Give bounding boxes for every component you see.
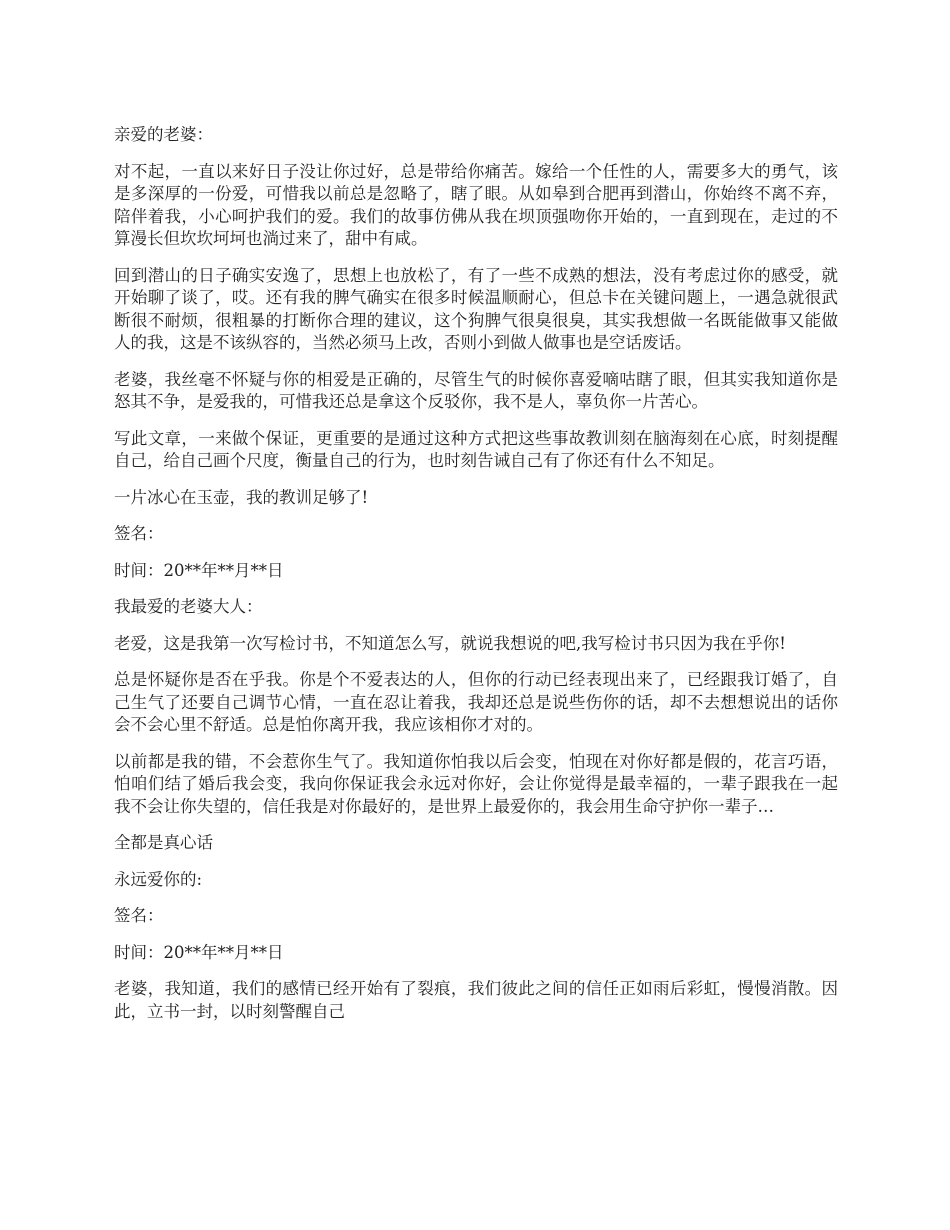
paragraph: 老婆，我知道，我们的感情已经开始有了裂痕，我们彼此之间的信任正如雨后彩虹，慢慢消散。因此，立书一封，以时刻警醒自己: [114, 979, 838, 1021]
salutation: 亲爱的老婆：: [114, 125, 213, 144]
paragraph: 回到潜山的日子确实安逸了，思想上也放松了，有了一些不成熟的想法，没有考虑过你的感受，就开始聊了谈了，哎。还有我的脾气确实在很多时候温顺耐心，但总卡在关键问题上，一遇急就很武断很不耐烦，很粗暴的打断你合理的建议，这个狗脾气很臭很臭，其实我想做一名既能做事又能做人的我，这是不该纵容的，当然必须马上改，否则小到做人做事也是空话废话。: [114, 265, 838, 352]
paragraph: 对不起，一直以来好日子没让你过好，总是带给你痛苦。嫁给一个任性的人，需要多大的勇气，该是多深厚的一份爱，可惜我以前总是忽略了，瞎了眼。从如皋到合肥再到潜山，你始终不离不弃，陪伴着我，小心呵护我们的爱。我们的故事仿佛从我在坝顶强吻你开始的，一直到现在，走过的不算漫长但坎坎坷坷也淌过来了，甜中有咸。: [114, 161, 838, 248]
paragraph: 老爱，这是我第一次写检讨书，不知道怎么写，就说我想说的吧,我写检讨书只因为我在乎你!: [114, 633, 786, 653]
salutation: 我最爱的老婆大人：: [114, 597, 263, 616]
paragraph: 写此文章，一来做个保证，更重要的是通过这种方式把这些事故教训刻在脑海刻在心底，时刻提醒自己，给自己画个尺度，衡量自己的行为，也时刻告诫自己有了你还有什么不知足。: [114, 428, 838, 470]
paragraph: 以前都是我的错，不会惹你生气了。我知道你怕我以后会变，怕现在对你好都是假的，花言巧语，怕咱们结了婚后我会变，我向你保证我会永远对你好，会让你觉得是最幸福的，一辈子跟我在一起我不会让你失望的，信任我是对你最好的，是世界上最爱你的，我会用生命守护你一辈子…: [114, 751, 838, 816]
date-line: 时间：20**年**月**日: [114, 560, 284, 580]
paragraph: 一片冰心在玉壶，我的教训足够了!: [114, 487, 369, 507]
paragraph: 老婆，我丝毫不怀疑与你的相爱是正确的，尽管生气的时候你喜爱嘀咕瞎了眼，但其实我知道你是怒其不争，是爱我的，可惜我还总是拿这个反驳你，我不是人，辜负你一片苦心。: [114, 369, 838, 411]
signature-line: 签名：: [114, 524, 164, 543]
paragraph: 总是怀疑你是否在乎我。你是个不爱表达的人，但你的行动已经表现出来了，已经跟我订婚了，自己生气了还要自己调节心情，一直在忍让着我，我却还总是说些伤你的话，却不去想想说出的话你会不会心里不舒适。总是怕你离开我，我应该相你才对的。: [114, 670, 838, 734]
signature-line: 签名：: [114, 906, 164, 925]
paragraph: 全都是真心话: [114, 833, 213, 852]
closing-line: 永远爱你的:: [114, 869, 203, 889]
date-line: 时间：20**年**月**日: [114, 942, 284, 962]
